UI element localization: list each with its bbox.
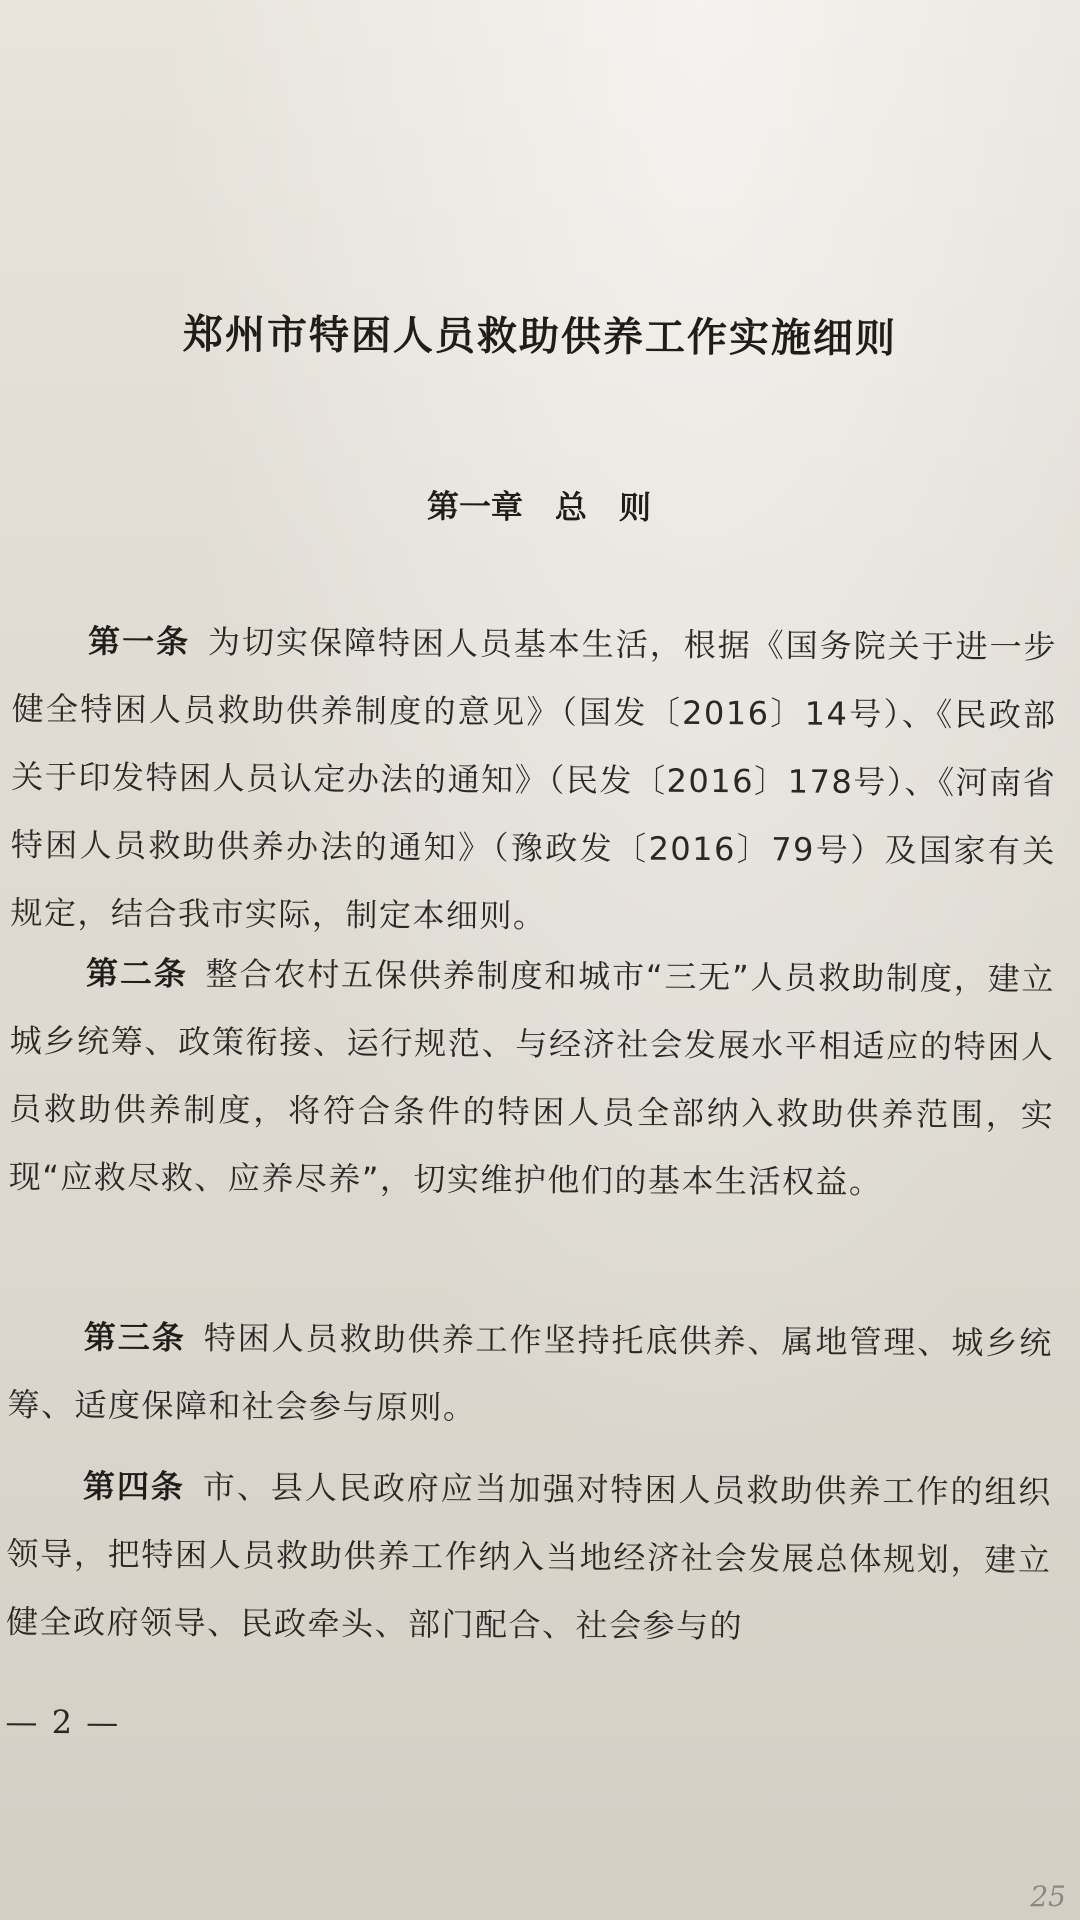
article-text: 为切实保障特困人员基本生活，根据《国务院关于进一步健全特困人员救助供养制度的意见》（国发〔2016〕14号）、《民政部关于印发特困人员认定办法的通知》（民发〔2016〕178号）、《河南省特困人员救助供养办法的通知》（豫政发〔2016〕79号）及国家有关规定，结合我市实际，制定本细则。 bbox=[10, 622, 1058, 936]
article-text: 整合农村五保供养制度和城市“三无”人员救助制度，建立城乡统筹、政策衔接、运行规范、与经济社会发展水平相适应的特困人员救助供养制度，将符合条件的特困人员全部纳入救助供养范围，实现“应救尽救、应养尽养”，切实维护他们的基本生活权益。 bbox=[8, 954, 1056, 1202]
document-title: 郑州市特困人员救助供养工作实施细则 bbox=[182, 310, 898, 363]
article-text: 市、县人民政府应当加强对特困人员救助供养工作的组织领导，把特困人员救助供养工作纳入当地经济社会发展总体规划，建立健全政府领导、民政牵头、部门配合、社会参与的 bbox=[5, 1467, 1052, 1646]
article-4 bbox=[6, 1452, 1052, 1662]
article-label: 第三条 bbox=[83, 1318, 186, 1357]
article-2 bbox=[9, 939, 1056, 1217]
chapter-heading: 第一章 总 则 bbox=[426, 487, 652, 527]
article-label: 第四条 bbox=[82, 1467, 185, 1506]
article-label: 第一条 bbox=[87, 622, 191, 661]
handwritten-margin-note: 25 bbox=[1030, 1880, 1066, 1913]
article-3 bbox=[7, 1303, 1053, 1445]
page-number: — 2 — bbox=[5, 1702, 121, 1742]
article-1 bbox=[10, 607, 1057, 953]
article-text: 特困人员救助供养工作坚持托底供养、属地管理、城乡统筹、适度保障和社会参与原则。 bbox=[7, 1318, 1053, 1427]
article-label: 第二条 bbox=[85, 954, 188, 993]
